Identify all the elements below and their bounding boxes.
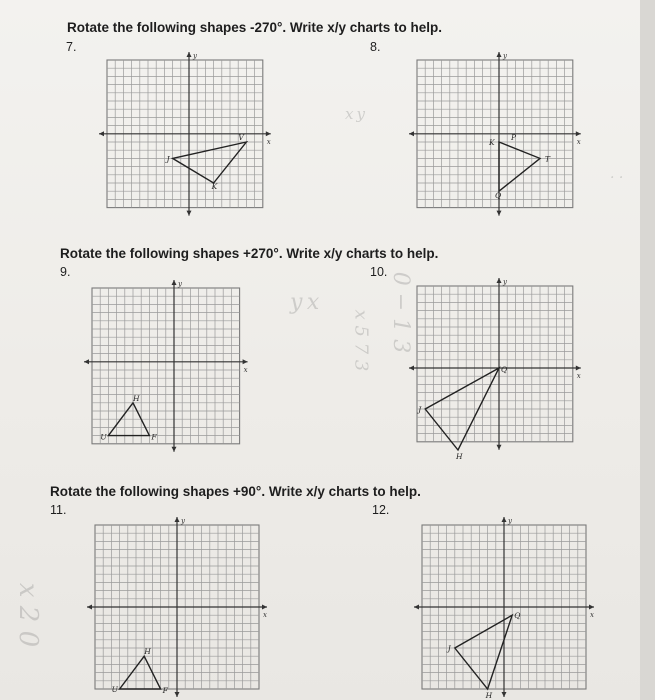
y-axis-arrow-icon — [502, 517, 507, 522]
section-heading-pos-270: Rotate the following shapes +270°. Write x/y charts to help. — [60, 246, 439, 261]
x-axis-arrow-icon — [409, 366, 414, 371]
y-axis-arrow-icon — [497, 278, 502, 283]
coordinate-grid-problem-10 — [405, 278, 585, 461]
y-axis-label: y — [503, 278, 507, 286]
problem-number-9: 9. — [60, 265, 71, 279]
pencil-ghost-mark: y x — [290, 290, 320, 315]
y-axis-arrow-icon — [502, 692, 507, 697]
y-axis-label: y — [193, 52, 197, 60]
pencil-ghost-mark: x y — [345, 105, 365, 123]
vertex-label: J — [447, 644, 451, 653]
vertex-label: F — [162, 686, 168, 695]
problem-number-7: 7. — [66, 40, 77, 54]
vertex-label: T — [545, 154, 551, 164]
vertex-label: H — [133, 393, 140, 403]
y-axis-arrow-icon — [497, 211, 502, 216]
pencil-ghost-mark: x 5 7 3 — [350, 309, 372, 372]
pencil-ghost-mark: 0 − 1 3 — [388, 271, 414, 354]
x-axis-arrow-icon — [84, 359, 89, 364]
vertex-label: K — [211, 182, 218, 191]
problem-number-8: 8. — [370, 40, 381, 54]
y-axis-arrow-icon — [175, 692, 180, 697]
x-axis-label: x — [243, 365, 248, 374]
y-axis-label: y — [503, 52, 507, 60]
coordinate-grid-problem-7 — [95, 50, 275, 215]
vertex-label: Q — [495, 191, 502, 201]
y-axis-arrow-icon — [497, 52, 502, 57]
vertex-label: H — [144, 647, 151, 657]
problem-number-11: 11. — [50, 503, 67, 517]
vertex-label: Q — [501, 365, 508, 374]
background-surface — [640, 0, 655, 700]
coordinate-grid-problem-8 — [405, 50, 585, 215]
x-axis-arrow-icon — [414, 605, 419, 610]
pencil-ghost-mark: · · — [610, 170, 624, 186]
vertex-label: K — [489, 138, 495, 147]
vertex-label: Q — [514, 611, 521, 621]
x-axis-label: x — [576, 137, 581, 146]
vertex-label: U — [100, 432, 107, 442]
y-axis-label: y — [181, 517, 185, 525]
pencil-ghost-mark: x 2 0 — [13, 582, 44, 648]
section-heading-neg-270: Rotate the following shapes -270°. Write x/y charts to help. — [67, 20, 442, 35]
coordinate-grid-problem-11 — [85, 515, 270, 700]
x-axis-arrow-icon — [576, 131, 581, 136]
x-axis-arrow-icon — [243, 359, 248, 364]
y-axis-arrow-icon — [497, 445, 502, 450]
y-axis-arrow-icon — [187, 211, 192, 216]
vertex-label: J — [418, 405, 422, 414]
x-axis-label: x — [590, 611, 594, 619]
y-axis-label: y — [178, 280, 182, 288]
problem-number-12: 12. — [372, 503, 390, 517]
y-axis-arrow-icon — [172, 280, 177, 285]
y-axis-label: y — [508, 517, 512, 525]
problem-number-10: 10. — [370, 265, 388, 279]
triangle-shape — [173, 142, 247, 183]
vertex-label: J — [166, 154, 170, 164]
coordinate-grid-problem-9 — [80, 278, 260, 446]
x-axis-arrow-icon — [87, 605, 92, 610]
y-axis-arrow-icon — [187, 52, 192, 57]
x-axis-arrow-icon — [99, 131, 104, 136]
vertex-label: V — [238, 133, 244, 142]
vertex-label: F — [151, 432, 157, 442]
vertex-label: P — [511, 133, 517, 142]
x-axis-arrow-icon — [589, 605, 594, 610]
x-axis-arrow-icon — [409, 131, 414, 136]
grid-border — [417, 286, 573, 442]
vertex-label: H — [485, 691, 493, 700]
x-axis-arrow-icon — [266, 131, 271, 136]
coordinate-grid-problem-12 — [410, 515, 600, 700]
x-axis-label: x — [263, 611, 267, 619]
x-axis-label: x — [576, 372, 581, 380]
y-axis-arrow-icon — [175, 517, 180, 522]
vertex-label: U — [111, 685, 118, 694]
section-heading-pos-90: Rotate the following shapes +90°. Write x/y charts to help. — [50, 484, 421, 499]
vertex-label: H — [456, 452, 463, 461]
x-axis-arrow-icon — [576, 366, 581, 371]
x-axis-arrow-icon — [262, 605, 267, 610]
x-axis-label: x — [266, 137, 271, 146]
